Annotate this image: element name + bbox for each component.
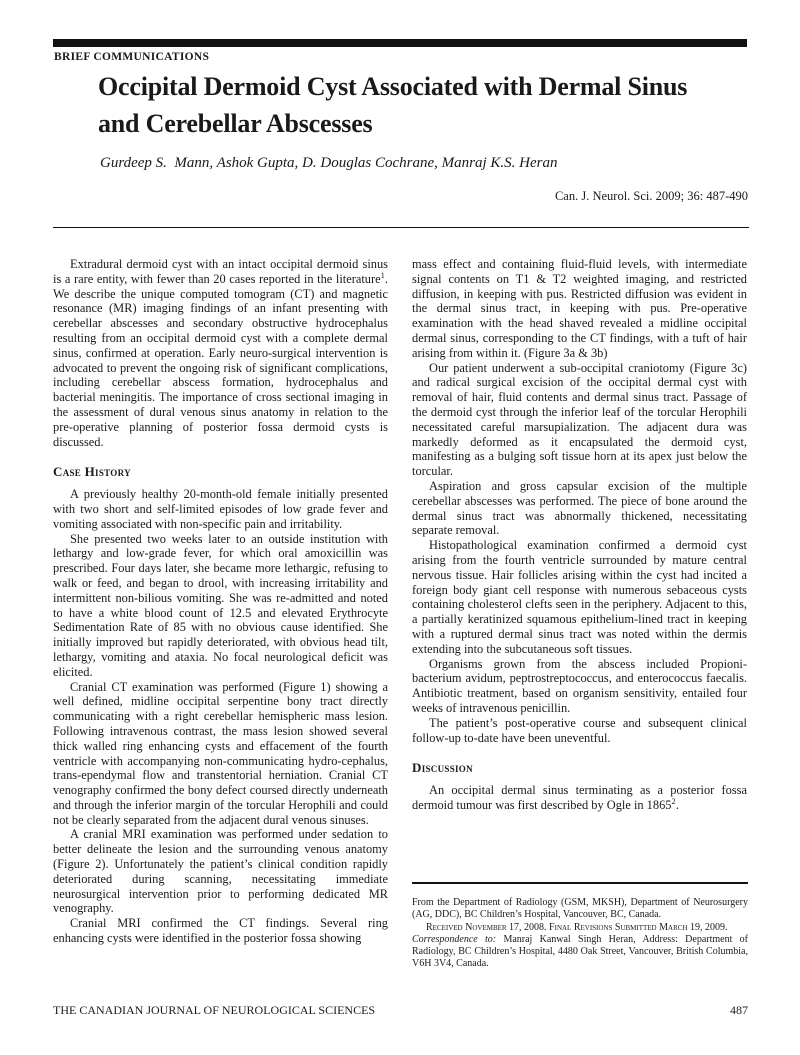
reference-mark-1: 1 [380, 269, 385, 280]
page-number: 487 [730, 1003, 748, 1017]
section-kicker: BRIEF COMMUNICATIONS [54, 51, 210, 63]
body-paragraph: Our patient underwent a sub-occipital craniotomy (Figure 3c) and radical surgical excision of the occipital dermal cyst with removal of hair, fluid contents and dermal sinus tract. Passage of the dermoid cyst through the inferior leaf of the torcular Herophili necessitated careful marsupialization. The adjacent dura was markedly deformed as it encapsulated the dermoid cyst, manifesting as a bulging soft tissue horn at its apex just below the torcular. [412, 360, 747, 479]
article-title: Occipital Dermoid Cyst Associated with Dermal Sinus and Cerebellar Abscesses [98, 72, 688, 138]
footnote-block [412, 882, 748, 971]
body-paragraph: Cranial MRI confirmed the CT findings. Several ring enhancing cysts were identified in the posterior fossa showing [53, 916, 388, 946]
right-column [412, 257, 747, 946]
body-paragraph: Cranial CT examination was performed (Figure 1) showing a well defined, midline occipital serpentine bony tract directly communicating with a right cerebellar hemispheric mass lesion. Following intravenous contrast, the mass lesion showed several thick walled ring enhancing cysts and effacement of the fourth ventricle with accompanying non-communicating hydro-cephalus, trans-ependymal flow and transtentorial herniation. Cranial CT venography confirmed the bony defect coursed directly underneath and through the inferior margin of the torcular Herophili and could not be clearly separated from the adjacent dural venous sinuses. [53, 679, 388, 827]
body-paragraph: She presented two weeks later to an outside institution with lethargy and low-grade fever, for which oral amoxicillin was prescribed. Four days later, she became more lethargic, refusing to walk or feed, and began to drool, with increasing irritability and intermittent non-bilious vomiting. She was re-admitted and noted to have a white blood count of 12.5 and elevated Erythrocyte Sedimentation Rate of 85 with no obvious cause identified. She initially improved but rapidly deteriorated, with obvious head tilt, lethargy, vomiting and ataxia. No focal neurological deficit was elicited. [53, 531, 388, 679]
header-divider [53, 227, 749, 228]
affiliation-note: From the Department of Radiology (GSM, MKSH), Department of Neurosurgery (AG, DDC), BC Children’s Hospital, Vancouver, BC, Canada. [412, 897, 748, 921]
correspondence-note [412, 934, 748, 971]
body-paragraph-continuation: mass effect and containing fluid-fluid levels, with intermediate signal contents on T1 & T2 weighted imaging, and restricted diffusion, in keeping with pus. Restricted diffusion was evident in the dermal sinus tract, in keeping with pus. Pre-operative examination with the head shaved revealed a midline occipital dermal sinus, corresponding to the CT findings, with a tuft of hair arising from within it. (Figure 3a & 3b) [412, 257, 747, 360]
abstract-text-cont: . We describe the unique computed tomogram (CT) and magnetic resonance (MR) imaging findings of an infant presenting with cerebellar abscesses and secondary obstructive hydrocephalus resulting from an occipital dermoid cyst with a complete dermal sinus, confirmed at operation. Early neuro-surgical intervention is advocated to prevent the ongoing risk of significant complications, including cerebellar abscess formation, hydrocephalus and bacterial meningitis. The importance of cross sectional imaging in the assessment of dural venous sinus anatomy in relation to the pre-operative planning of posterior fossa dermoid cysts is discussed. [53, 271, 388, 449]
discussion-paragraph [412, 783, 747, 813]
header-rule-bar [53, 39, 747, 47]
author-line: Gurdeep S. Mann, Ashok Gupta, D. Douglas Cochrane, Manraj K.S. Heran [100, 155, 558, 171]
correspondence-label: Correspondence to: [412, 933, 497, 945]
body-paragraph: Aspiration and gross capsular excision of the multiple cerebellar abscesses was performed. The piece of bone around the dermal sinus tract was abnormally thickened, necessitating separate removal. [412, 478, 747, 538]
body-paragraph: A previously healthy 20-month-old female initially presented with two short and self-limited episodes of low grade fever and vomiting associated with non-specific pain and irritability. [53, 487, 388, 531]
discussion-heading: Discussion [412, 760, 473, 776]
abstract-paragraph [53, 257, 388, 449]
received-dates-note: Received November 17, 2008. Final Revisions Submitted March 19, 2009. [426, 921, 728, 933]
body-paragraph: Histopathological examination confirmed a dermoid cyst arising from the fourth ventricle surrounded by mature central nervous tissue. Hair follicles arising within the cyst had incited a foreign body giant cell response with numerous sebaceous cysts containing cholesterol clefts seen in the periphery. Adjacent to this, a partially keratinized squamous epithelium-lined tract in keeping with a ruptured dermal sinus tract was noted within the dermis extending into the subcutaneous soft tissues. [412, 538, 747, 656]
discussion-text-cont: . [675, 797, 679, 812]
citation-line: Can. J. Neurol. Sci. 2009; 36: 487-490 [554, 189, 748, 203]
case-history-heading: Case History [53, 464, 131, 480]
reference-mark-2: 2 [671, 795, 676, 806]
page-footer [53, 1003, 748, 1018]
left-column [53, 257, 388, 946]
article-body [53, 257, 748, 946]
abstract-text: Extradural dermoid cyst with an intact occipital dermoid sinus is a rare entity, with fewer than 20 cases reported in the literature [53, 257, 388, 286]
body-paragraph: The patient’s post-operative course and subsequent clinical follow-up to-date have been uneventful. [412, 715, 747, 745]
correspondence-address: Manraj Kanwal Singh Heran, Address: Department of Radiology, BC Children’s Hospital, 4480 Oak Street, Vancouver, British Columbia, V6H 3V4, Canada. [412, 933, 748, 970]
body-paragraph: A cranial MRI examination was performed under sedation to better delineate the lesion and the surrounding venous anatomy (Figure 2). Unfortunately the patient’s clinical condition rapidly deteriorated during scanning, necessitating immediate neurosurgical intervention prior to performing dedicated MR venography. [53, 827, 388, 916]
journal-name: THE CANADIAN JOURNAL OF NEUROLOGICAL SCIENCES [53, 1003, 376, 1017]
body-paragraph: Organisms grown from the abscess included Propioni-bacterium avidum, peptrostreptococcus, and enterococcus faecalis. Antibiotic treatment, based on organism sensitivity, entailed four weeks of intravenous penicillin. [412, 656, 747, 715]
discussion-text: An occipital dermal sinus terminating as a posterior fossa dermoid tumour was first described by Ogle in 1865 [412, 783, 747, 812]
